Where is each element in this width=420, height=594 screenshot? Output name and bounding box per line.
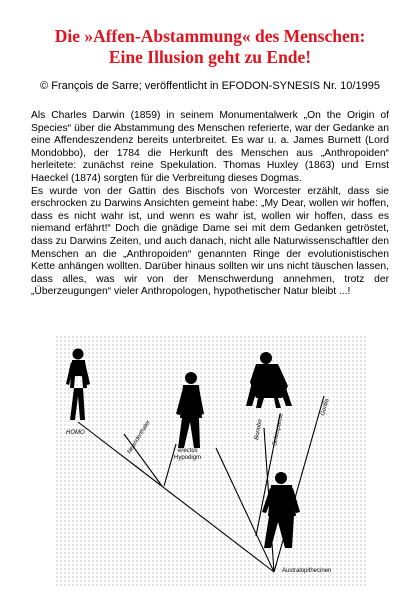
label-homo: HOMO: [66, 430, 85, 436]
label-hypodigm: Hypodigm: [174, 455, 202, 461]
evolution-tree-illustration: [56, 336, 368, 586]
label-bonobo: Bonobo: [254, 418, 264, 441]
credit-line: © François de Sarre; veröffentlicht in EFODON-SYNESIS Nr. 10/1995: [40, 80, 380, 92]
stipple-background: [56, 336, 368, 586]
label-erectus: erectus: [178, 448, 198, 454]
paragraph-2: Es wurde von der Gattin des Bischofs von Worcester erzählt, dass sie erschrocken zu Darwins Ansichten gemeint habe: „My Dear, wollen wir hoffen, dass es nicht wahr ist, und wenn es wahr ist, wollen wir hoffen, dass es niemand erfährt!“ Doch die gnädige Dame sei mit dem Gedanken getröstet, dass zu Darwins Zeiten, und auch danach, nicht alle Naturwissenschaftler den Menschen an die „Anthropoiden“ genannten Ringe der evolutionistischen Kette anhängen wollten. Darüber hinaus sollten wir uns nicht täuschen lassen, dass alles, was wir von der Menschwerdung annehmen, trotz der „Überzeugungen“ vieler Anthropologen, hypothetischer Natur bleibt ...!: [31, 185, 389, 298]
label-gorilla: Gorilla: [320, 398, 331, 417]
article-body: [31, 110, 389, 299]
title-line-1: Die »Affen-Abstammung« des Menschen:: [54, 26, 366, 46]
label-schimpanse: Schimpanse: [272, 412, 285, 447]
label-australopithecinen: Australopithecinen: [282, 568, 332, 574]
paragraph-1: Als Charles Darwin (1859) in seinem Monumentalwerk „On the Origin of Species“ über die Abstammung des Menschen referierte, war der Gedanke an eine Affendeszendenz bereits unterbreitet. Es war u. a. James Burnett (Lord Mondobbo), der 1784 die Herkunft des Menschen aus „Anthropoiden“ herleitete: zunächst reine Spekulation. Thomas Huxley (1863) und Ernst Haeckel (1874) sorgten für die Verbreitung dieses Dogmas.: [31, 110, 389, 184]
evolution-tree-figure: [56, 336, 368, 586]
title-line-2: Eine Illusion geht zu Ende!: [108, 47, 312, 67]
label-neanderthaler: Neanderthaler: [126, 419, 152, 456]
